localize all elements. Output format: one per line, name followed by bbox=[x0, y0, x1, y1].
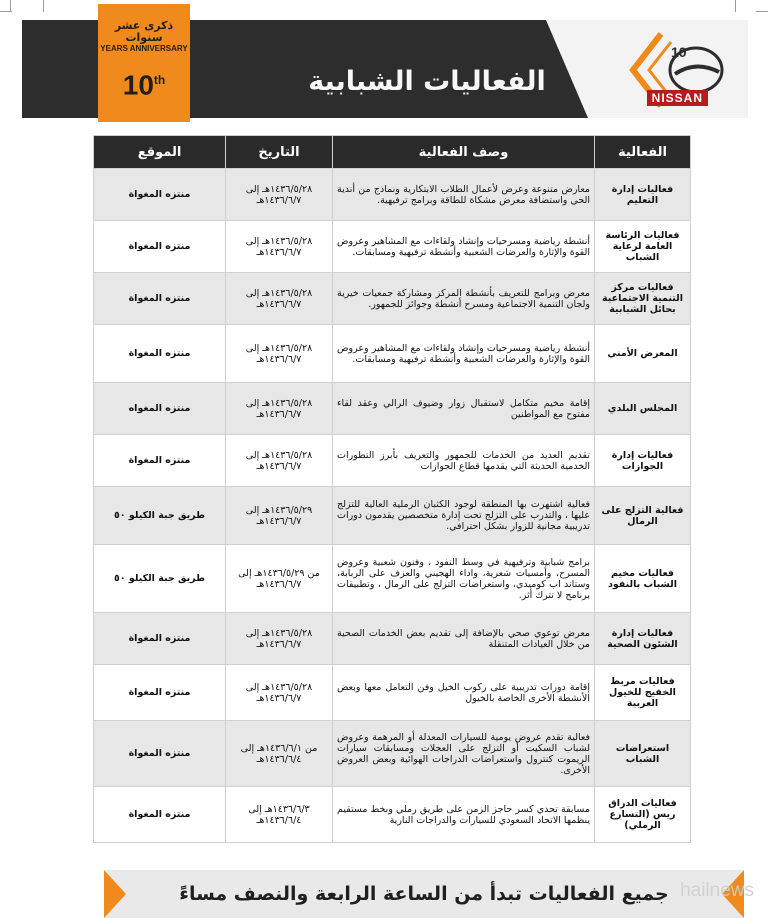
event-name: فعاليات مخيم الشباب بالنفود bbox=[595, 545, 691, 613]
anniversary-number-value: 10 bbox=[122, 69, 154, 101]
header-event: الفعالية bbox=[595, 136, 691, 169]
rally-logo bbox=[611, 24, 726, 116]
event-date: ١٤٣٦/٥/٢٨هـ إلى ١٤٣٦/٦/٧هـ bbox=[226, 273, 333, 325]
event-location: طريق جبة الكيلو ٥٠ bbox=[94, 487, 226, 545]
footer-banner bbox=[104, 870, 744, 918]
event-name: استعراضات الشباب bbox=[595, 721, 691, 787]
anniversary-number bbox=[98, 60, 190, 105]
event-location: منتزه المغواة bbox=[94, 613, 226, 665]
event-name: المجلس البلدي bbox=[595, 383, 691, 435]
event-description: إقامة مخيم متكامل لاستقبال زوار وضيوف الرالي وعقد لقاء مفتوح مع المواطنين bbox=[333, 383, 595, 435]
event-name: فعاليات الرئاسة العامة لرعاية الشباب bbox=[595, 221, 691, 273]
table-row bbox=[94, 787, 691, 843]
event-location: منتزه المغواة bbox=[94, 325, 226, 383]
event-name: المعرض الأمني bbox=[595, 325, 691, 383]
event-date: ١٤٣٦/٥/٢٨هـ إلى ١٤٣٦/٦/٧هـ bbox=[226, 613, 333, 665]
event-description: معرض توعوي صحي بالإضافة إلى تقديم بعض الخدمات الصحية من خلال العيادات المتنقلة bbox=[333, 613, 595, 665]
event-date: ١٤٣٦/٥/٢٨هـ إلى ١٤٣٦/٦/٧هـ bbox=[226, 383, 333, 435]
event-name: فعاليات الدراق ريس (التسارع الرملي) bbox=[595, 787, 691, 843]
header-description: وصف الفعالية bbox=[333, 136, 595, 169]
crop-mark bbox=[756, 11, 768, 12]
event-date: ١٤٣٦/٥/٢٩هـ إلى ١٤٣٦/٦/٧هـ bbox=[226, 487, 333, 545]
events-table bbox=[93, 135, 691, 843]
page-title: الفعاليات الشبابية bbox=[308, 66, 546, 97]
logo-number: 10 bbox=[671, 44, 687, 60]
event-location: منتزه المغواة bbox=[94, 665, 226, 721]
chevron-right-icon bbox=[104, 870, 126, 918]
anniversary-arabic: ذكرى عشر سنوات bbox=[114, 19, 174, 44]
event-location: منتزه المغواة bbox=[94, 169, 226, 221]
event-date: ١٤٣٦/٥/٢٨هـ إلى ١٤٣٦/٦/٧هـ bbox=[226, 435, 333, 487]
table-row bbox=[94, 721, 691, 787]
event-description: برامج شبابية وترفيهية في وسط النفود ، وفنون شعبية وعروض المسرح، وأمسيات شعرية، واداء الهجيني والعزف على الربابة، وستاند اب كوميدي، واستعراضات التزلج على الرمال ، وتطبيقات برنامج لا تترك أثر. bbox=[333, 545, 595, 613]
crop-mark bbox=[43, 0, 44, 12]
table-row bbox=[94, 169, 691, 221]
crop-mark bbox=[0, 11, 12, 12]
event-date: من ١٤٣٦/٦/١هـ إلى ١٤٣٦/٦/٤هـ bbox=[226, 721, 333, 787]
table-row bbox=[94, 613, 691, 665]
table-row bbox=[94, 325, 691, 383]
event-date: ١٤٣٦/٥/٢٨هـ إلى ١٤٣٦/٦/٧هـ bbox=[226, 665, 333, 721]
event-description: إقامة دورات تدريبية على ركوب الخيل وفن التعامل معها وبعض الأنشطة الأخرى الخاصة بالخيول bbox=[333, 665, 595, 721]
header-location: الموقع bbox=[94, 136, 226, 169]
event-location: منتزه المغواه bbox=[94, 383, 226, 435]
table-row bbox=[94, 273, 691, 325]
event-location: طريق جبة الكيلو ٥٠ bbox=[94, 545, 226, 613]
table-row bbox=[94, 545, 691, 613]
table-row bbox=[94, 383, 691, 435]
event-description: مسابقة تحدي كسر حاجز الزمن على طريق رملي وبخط مستقيم ينظمها الاتحاد السعودي للسيارات والدراجات النارية bbox=[333, 787, 595, 843]
event-date: ١٤٣٦/٥/٢٨هـ إلى ١٤٣٦/٦/٧هـ bbox=[226, 221, 333, 273]
event-location: منتزه المغواة bbox=[94, 435, 226, 487]
event-description: أنشطة رياضية ومسرحيات وإنشاد ولقاءات مع المشاهير وعروض القوة والإثارة والعرضات الشعبية وأنشطة ترفيهية ومسابقات. bbox=[333, 325, 595, 383]
event-name: فعاليات إدارة الشئون الصحية bbox=[595, 613, 691, 665]
event-location: منتزه المغواة bbox=[94, 221, 226, 273]
event-name: فعاليات مربط الخفيج للخيول العربية bbox=[595, 665, 691, 721]
nissan-brand-label: NISSAN bbox=[647, 90, 708, 106]
table-header-row bbox=[94, 136, 691, 169]
event-date: ١٤٣٦/٦/٣هـ إلى ١٤٣٦/٦/٤هـ bbox=[226, 787, 333, 843]
event-location: منتزه المغواة bbox=[94, 787, 226, 843]
event-location: منتزه المغواة bbox=[94, 721, 226, 787]
event-description: معرض وبرامج للتعريف بأنشطة المركز ومشاركة جمعيات خيرية ولجان التنمية الاجتماعية ومسرح أنشطة وجوائز للجمهور. bbox=[333, 273, 595, 325]
table-row bbox=[94, 221, 691, 273]
crop-mark bbox=[735, 0, 736, 12]
anniversary-english: YEARS ANNIVERSARY bbox=[100, 44, 188, 53]
event-description: معارض متنوعة وعرض لأعمال الطلاب الابتكارية ونماذج من أندية الحي واستضافة معرض مشكاة للطاقة وبرامج ترفيهية. bbox=[333, 169, 595, 221]
footer-note: جميع الفعاليات تبدأ من الساعة الرابعة والنصف مساءً bbox=[179, 883, 669, 905]
header-date: التاريخ bbox=[226, 136, 333, 169]
anniversary-suffix: th bbox=[153, 73, 166, 87]
event-description: فعالية اشتهرت بها المنطقة لوجود الكثبان الرملية العالية للتزلج عليها ، والتدرب على التزلج تحت إدارة متخصصين يقدمون دورات تدريبية مجانية للزوار بشكل احترافي. bbox=[333, 487, 595, 545]
event-description: تقديم العديد من الخدمات للجمهور والتعريف بأبرز التطورات الخدمية الحديثة التي يقدمها قطاع الجوازات bbox=[333, 435, 595, 487]
event-description: أنشطة رياضية ومسرحيات وإنشاد ولقاءات مع المشاهير وعروض القوة والإثارة والعرضات الشعبية وأنشطة ترفيهية ومسابقات. bbox=[333, 221, 595, 273]
event-location: منتزه المغواة bbox=[94, 273, 226, 325]
table-row bbox=[94, 665, 691, 721]
anniversary-badge bbox=[98, 4, 190, 122]
event-name: فعالية التزلج على الرمال bbox=[595, 487, 691, 545]
event-name: فعاليات إدارة الجوازات bbox=[595, 435, 691, 487]
event-date: ١٤٣٦/٥/٢٨هـ إلى ١٤٣٦/٦/٧هـ bbox=[226, 169, 333, 221]
event-date: ١٤٣٦/٥/٢٨هـ إلى ١٤٣٦/٦/٧هـ bbox=[226, 325, 333, 383]
table-row bbox=[94, 487, 691, 545]
table-row bbox=[94, 435, 691, 487]
watermark: hailnews bbox=[680, 880, 754, 901]
event-date: من ١٤٣٦/٥/٢٩هـ إلى ١٤٣٦/٦/٧هـ bbox=[226, 545, 333, 613]
event-name: فعاليات مركز التنمية الاجتماعية بحائل الشبابية bbox=[595, 273, 691, 325]
event-name: فعاليات إدارة التعليم bbox=[595, 169, 691, 221]
event-description: فعالية تقدم عروض يومية للسيارات المعدلة أو المرهمة وعروض لشباب السكيت أو التزلج على العجلات ومسابقات سيارات الريموت كنترول واستعراضات الدراجات الهوائية وبعض العروض الأخرى. bbox=[333, 721, 595, 787]
